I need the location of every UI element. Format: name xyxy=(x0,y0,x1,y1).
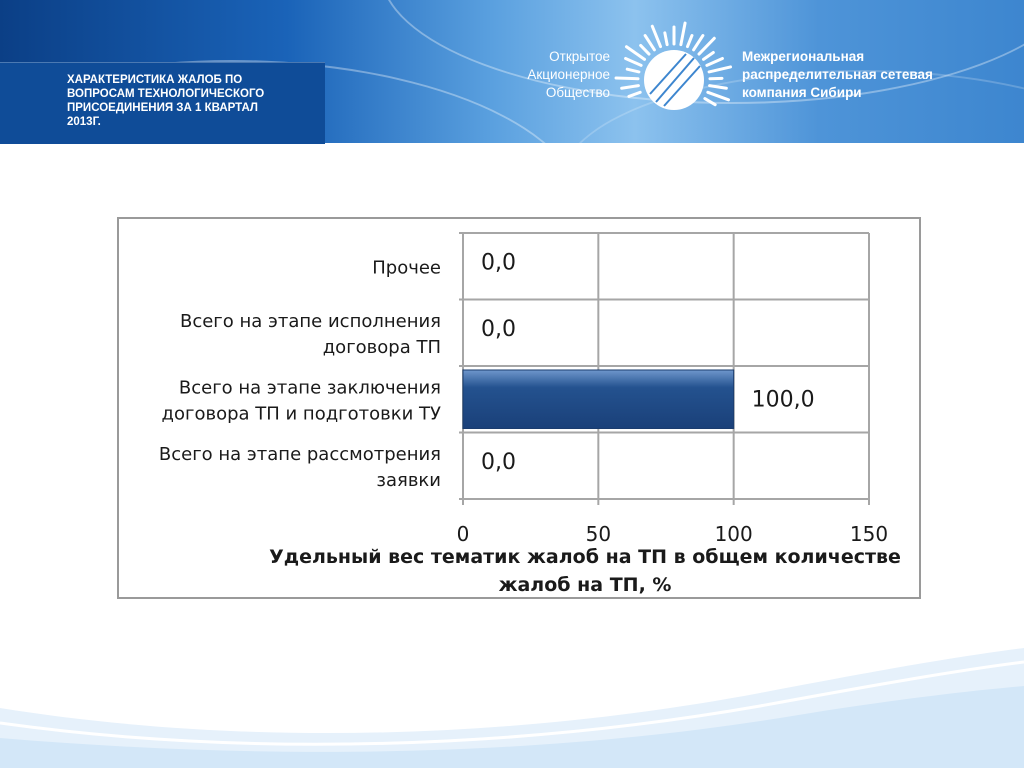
logo-ray xyxy=(641,45,649,54)
data-label: 100,0 xyxy=(751,387,815,413)
data-label: 0,0 xyxy=(481,316,516,342)
data-label: 0,0 xyxy=(481,449,516,475)
logo-ray xyxy=(622,86,639,89)
x-tick-label: 150 xyxy=(849,522,889,546)
category-label: Всего на этапе заключения договора ТП и подготовки ТУ xyxy=(161,377,441,425)
logo-ray xyxy=(626,58,642,65)
chart-frame xyxy=(117,217,921,599)
x-tick-label: 50 xyxy=(585,522,612,546)
company-name-text: Межрегиональная распределительная сетевая компания Сибири xyxy=(742,49,933,100)
logo-ray xyxy=(708,92,729,100)
category-label: Всего на этапе рассмотрения заявки xyxy=(158,443,441,491)
logo-ray xyxy=(705,99,715,105)
sun-ray-logo-icon xyxy=(612,18,736,130)
logo-ray xyxy=(627,69,639,72)
company-form-text: Открытое Акционерное Общество xyxy=(527,49,610,100)
logo-ray xyxy=(707,58,723,65)
category-label: Всего на этапе исполнения договора ТП xyxy=(179,310,441,358)
logo-ray xyxy=(629,92,640,96)
data-label: 0,0 xyxy=(481,250,516,276)
logo-ray xyxy=(616,78,638,79)
x-axis-title: Удельный вес тематик жалоб на ТП в общем количестве жалоб на ТП, % xyxy=(269,546,901,596)
category-label: Прочее xyxy=(372,257,441,279)
x-tick-label: 0 xyxy=(456,522,470,546)
logo-ray xyxy=(694,36,703,50)
x-tick-label: 100 xyxy=(714,522,753,546)
slide-title: ХАРАКТЕРИСТИКА ЖАЛОБ ПО ВОПРОСАМ ТЕХНОЛОГИЧЕСКОГО ПРИСОЕДИНЕНИЯ ЗА 1 КВАРТАЛ 2013Г. xyxy=(67,74,265,128)
logo-ray xyxy=(710,86,727,89)
bar-chart xyxy=(119,219,919,597)
logo-ray xyxy=(703,52,713,59)
logo-ray xyxy=(681,23,685,45)
logo-ray xyxy=(652,26,660,46)
bar xyxy=(463,370,734,429)
bottom-decorative-wave xyxy=(0,598,1024,768)
logo-ray xyxy=(709,67,730,72)
logo-ray xyxy=(645,36,654,50)
logo-ray xyxy=(665,33,667,45)
logo-ray xyxy=(687,35,691,46)
